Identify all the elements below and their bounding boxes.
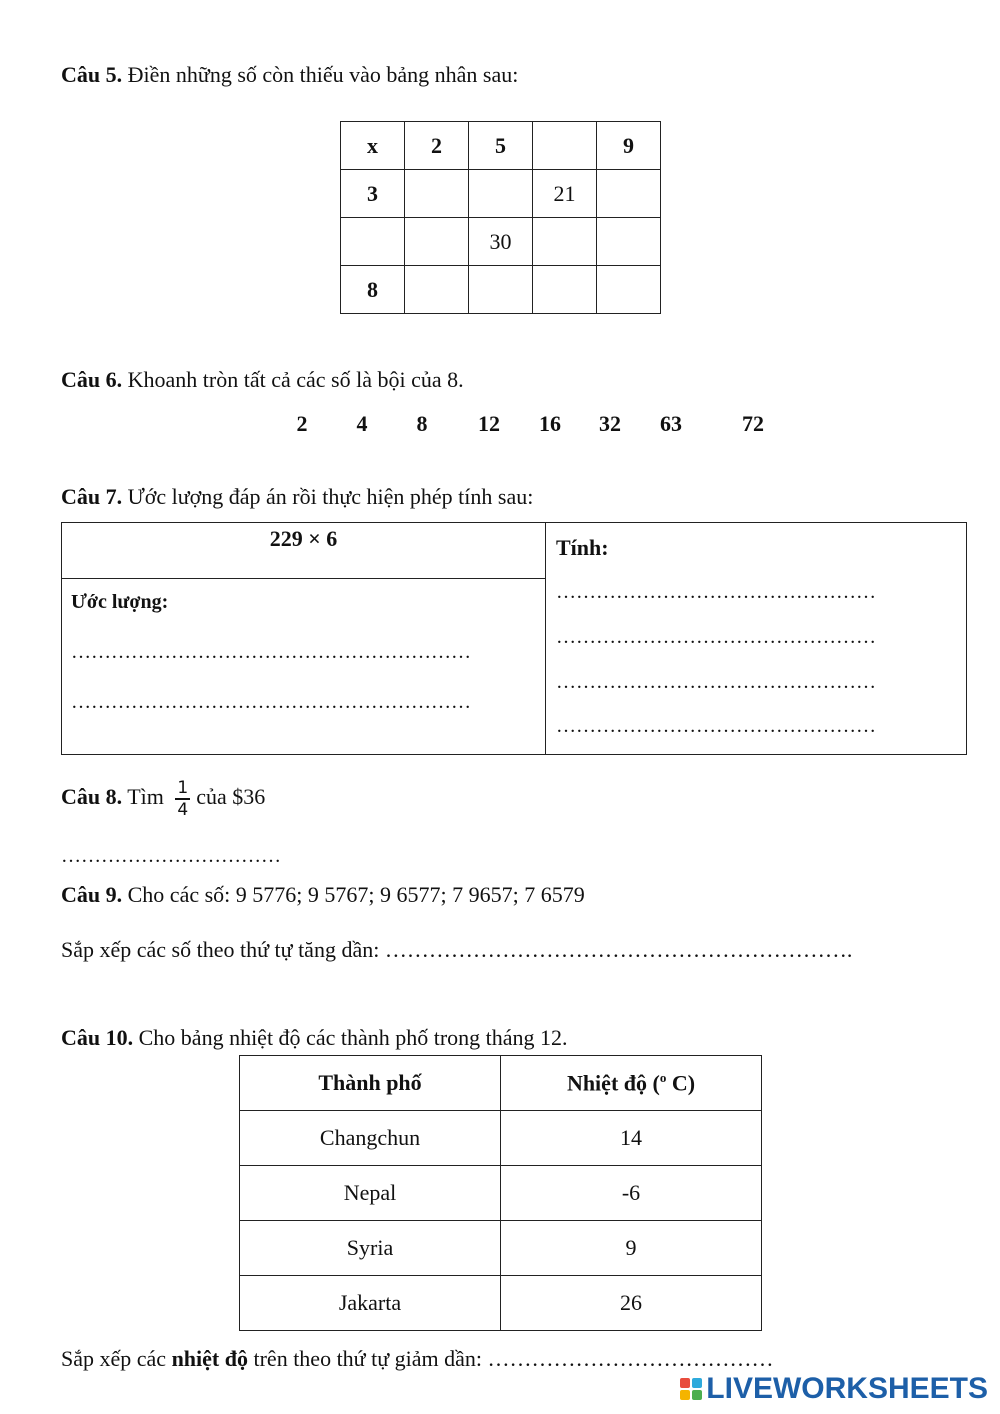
question-8-label: Câu 8.	[61, 784, 123, 809]
question-8-answer-line[interactable]: ……………………………	[61, 845, 281, 867]
mult-cell: 2	[405, 122, 469, 170]
mult-cell: 30	[469, 218, 533, 266]
question-9-instruction[interactable]: Sắp xếp các số theo thứ tự tăng dần: ……………………………………………………….	[61, 937, 853, 962]
table-row	[240, 1221, 762, 1276]
logo-square	[680, 1390, 690, 1400]
question-5-text: Điền những số còn thiếu vào bảng nhân sau:	[122, 62, 519, 87]
liveworksheets-logo	[680, 1372, 988, 1406]
mult-cell[interactable]	[469, 170, 533, 218]
instruction-bold: nhiệt độ	[171, 1346, 248, 1371]
temperature-cell: 9	[501, 1221, 762, 1276]
question-5-label: Câu 5.	[61, 62, 123, 87]
logo-square	[680, 1378, 690, 1388]
header-temperature-unit: C)	[666, 1070, 696, 1096]
header-temperature-text: Nhiệt độ (	[566, 1070, 660, 1096]
fraction	[175, 778, 190, 820]
mult-cell[interactable]	[405, 170, 469, 218]
question-10-label: Câu 10.	[61, 1025, 134, 1050]
temperature-cell: -6	[501, 1166, 762, 1221]
city-cell: Syria	[240, 1221, 501, 1276]
question-9-text: Cho các số: 9 5776; 9 5767; 9 6577; 7 9657; 7 6579	[122, 882, 585, 907]
header-city: Thành phố	[240, 1056, 501, 1111]
question-9-label: Câu 9.	[61, 882, 123, 907]
mult-cell: 3	[341, 170, 405, 218]
compute-label: Tính:	[556, 535, 609, 560]
question-10-title	[61, 1025, 568, 1051]
question-8-title	[61, 775, 265, 820]
mult-cell: 9	[597, 122, 661, 170]
question-6-text: Khoanh tròn tất cả các số là bội của 8.	[122, 367, 464, 392]
compute-answer-line[interactable]: …………………………………………	[556, 715, 876, 737]
mult-cell[interactable]	[533, 122, 597, 170]
header-temperature	[501, 1056, 762, 1111]
estimate-column	[62, 523, 546, 754]
table-row	[240, 1276, 762, 1331]
mult-cell: x	[341, 122, 405, 170]
question-7-text: Ước lượng đáp án rồi thực hiện phép tính sau:	[122, 484, 534, 509]
compute-answer-line[interactable]: …………………………………………	[556, 626, 876, 648]
number-option[interactable]: 8	[416, 411, 428, 436]
mult-cell[interactable]	[597, 170, 661, 218]
number-option[interactable]: 32	[599, 411, 621, 436]
question-6-label: Câu 6.	[61, 367, 123, 392]
estimate-label: Ước lượng:	[71, 591, 169, 613]
mult-cell[interactable]	[597, 266, 661, 314]
compute-answer-line[interactable]: …………………………………………	[556, 581, 876, 603]
city-cell: Jakarta	[240, 1276, 501, 1331]
city-cell: Changchun	[240, 1111, 501, 1166]
question-7-title	[61, 484, 533, 510]
mult-cell[interactable]	[533, 266, 597, 314]
compute-answer-line[interactable]: …………………………………………	[556, 671, 876, 693]
number-option[interactable]: 63	[660, 411, 682, 436]
table-header-row	[240, 1056, 762, 1111]
mult-cell[interactable]	[597, 218, 661, 266]
logo-square	[692, 1390, 702, 1400]
mult-cell[interactable]	[533, 218, 597, 266]
question-7-label: Câu 7.	[61, 484, 123, 509]
question-10-instruction[interactable]	[61, 1346, 774, 1372]
mult-cell: 8	[341, 266, 405, 314]
expression: 229 × 6	[62, 523, 545, 579]
logo-square	[692, 1378, 702, 1388]
instruction-pre: Sắp xếp các	[61, 1346, 172, 1371]
mult-cell[interactable]	[405, 218, 469, 266]
mult-cell[interactable]	[405, 266, 469, 314]
degree-sup: o	[659, 1069, 667, 1085]
mult-cell[interactable]	[469, 266, 533, 314]
table-row	[240, 1166, 762, 1221]
number-option[interactable]: 72	[742, 411, 764, 436]
fraction-denominator: 4	[177, 799, 189, 820]
estimate-answer-line[interactable]: ……………………………………………………	[71, 641, 471, 663]
temperature-cell: 14	[501, 1111, 762, 1166]
mult-cell: 5	[469, 122, 533, 170]
question-6-title	[61, 367, 464, 393]
question-8-prefix: Tìm	[122, 784, 164, 809]
question-5-title	[61, 62, 518, 88]
multiplication-table	[340, 121, 661, 314]
number-option[interactable]: 2	[296, 411, 308, 436]
temperature-table	[239, 1055, 762, 1331]
question-9-title	[61, 882, 585, 908]
calculation-box	[61, 522, 967, 755]
question-8-suffix: của $36	[196, 784, 266, 809]
logo-text: LIVEWORKSHEETS	[706, 1372, 988, 1405]
number-option[interactable]: 12	[478, 411, 500, 436]
mult-cell: 21	[533, 170, 597, 218]
estimate-answer-line[interactable]: ……………………………………………………	[71, 691, 471, 713]
instruction-post: trên theo thứ tự giảm dần: …………………………………	[247, 1346, 774, 1371]
mult-cell[interactable]	[341, 218, 405, 266]
temperature-cell: 26	[501, 1276, 762, 1331]
table-row	[240, 1111, 762, 1166]
number-option[interactable]: 4	[356, 411, 368, 436]
fraction-numerator: 1	[177, 777, 189, 798]
city-cell: Nepal	[240, 1166, 501, 1221]
question-10-text: Cho bảng nhiệt độ các thành phố trong tháng 12.	[133, 1025, 568, 1050]
number-option[interactable]: 16	[539, 411, 561, 436]
logo-icon	[680, 1378, 702, 1400]
